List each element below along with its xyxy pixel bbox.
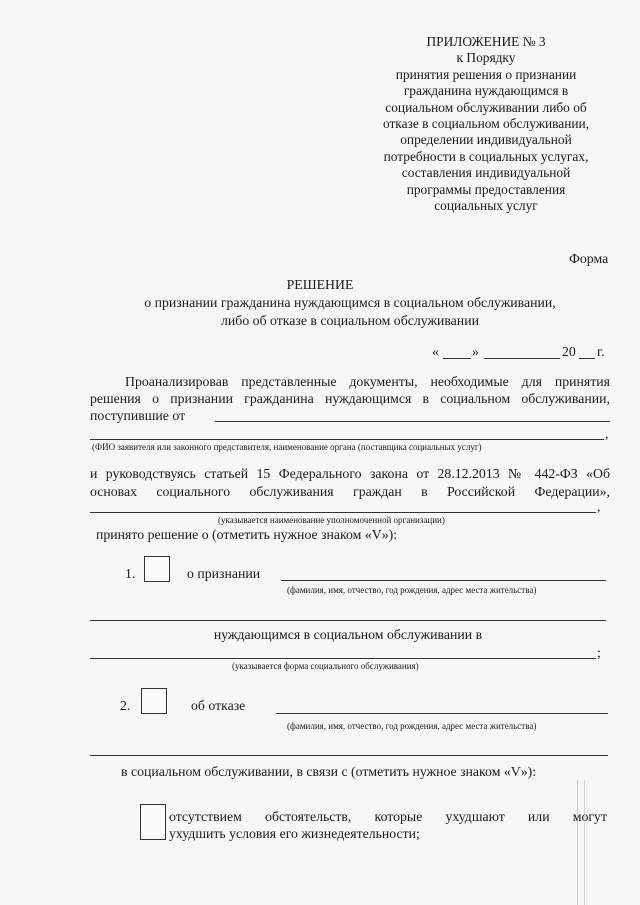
appendix-line: составления индивидуальной <box>401 165 571 181</box>
date-year-suffix: г. <box>597 344 605 359</box>
option-1-number: 1. <box>125 566 136 581</box>
appendix-line: гражданина нуждающимся в <box>403 83 569 99</box>
option-1-checkbox[interactable] <box>144 556 170 582</box>
decision-intro: принято решение о (отметить нужное знаком «V»): <box>96 527 398 542</box>
document-title: РЕШЕНИЕ <box>286 277 354 292</box>
intro-line-3: поступившие от <box>90 408 186 423</box>
intro-line-1: Проанализировав представленные документы, необходимые для принятия <box>125 374 610 389</box>
date-year-prefix: 20 <box>562 344 576 359</box>
law-comma: , <box>597 499 601 514</box>
intro-line-2: решения о признании гражданина нуждающимся в социальном обслуживании, <box>90 391 610 406</box>
reason-1-line-1: отсутствием обстоятельств, которые ухудшают или могут <box>169 809 607 824</box>
reason-1-checkbox[interactable] <box>140 804 166 840</box>
sender-field-1[interactable] <box>215 421 610 422</box>
appendix-header <box>352 34 620 214</box>
appendix-line: отказе в социальном обслуживании, <box>382 116 590 132</box>
service-form-caption: (указывается форма социального обслуживания) <box>232 661 419 671</box>
reason-1-line-2: ухудшить условия его жизнедеятельности; <box>169 826 420 841</box>
appendix-line: потребности в социальных услугах, <box>383 148 589 164</box>
title-line-2: либо об отказе в социальном обслуживании <box>221 313 479 328</box>
option-1-label: о признании <box>187 566 261 581</box>
date-close-quote: » <box>472 344 479 359</box>
option-1-caption: (фамилия, имя, отчество, год рождения, адрес места жительства) <box>287 585 537 595</box>
service-form-field[interactable] <box>90 658 596 659</box>
refusal-intro: в социальном обслуживании, в связи с (отметить нужное знаком «V»): <box>121 764 537 779</box>
sender-caption: (ФИО заявителя или законного представителя, наименование органа (поставщика социальных услуг) <box>92 442 482 452</box>
intro-comma: , <box>605 426 609 441</box>
appendix-line: социальном обслуживании либо об <box>385 99 587 115</box>
appendix-line: принятия решения о признании <box>395 66 577 82</box>
organization-field[interactable] <box>90 512 596 513</box>
appendix-line: определении индивидуальной <box>400 132 572 148</box>
law-line-2: основах социального обслуживания граждан в Российской Федерации», <box>90 484 610 499</box>
law-line-1: и руководствуясь статьей 15 Федерального закона от 28.12.2013 № 442-ФЗ «Об <box>90 466 610 481</box>
option-2-person-field[interactable] <box>276 713 608 714</box>
option-1-person-field-2[interactable] <box>90 620 606 621</box>
date-open-quote: « <box>432 344 439 359</box>
title-line-1: о признании гражданина нуждающимся в социальном обслуживании, <box>144 295 556 310</box>
date-year-field[interactable] <box>579 358 595 359</box>
date-day-field[interactable] <box>443 358 471 359</box>
organization-caption: (указывается наименование уполномоченной организации) <box>218 515 445 525</box>
option-2-checkbox[interactable] <box>141 688 167 714</box>
scan-artifact-line <box>584 780 585 905</box>
date-month-field[interactable] <box>484 358 560 359</box>
option-1-continuation: нуждающимся в социальном обслуживании в <box>213 627 483 642</box>
appendix-line: к Порядку <box>456 50 516 66</box>
option-1-person-field[interactable] <box>281 580 606 581</box>
option-2-person-field-2[interactable] <box>90 755 608 756</box>
appendix-line: социальных услуг <box>434 198 538 214</box>
option-2-label: об отказе <box>191 698 246 713</box>
option-2-number: 2. <box>120 698 131 713</box>
scan-artifact-line <box>577 780 578 905</box>
appendix-line: ПРИЛОЖЕНИЕ № 3 <box>426 34 546 49</box>
option-1-semicolon: ; <box>597 645 601 660</box>
option-2-caption: (фамилия, имя, отчество, год рождения, адрес места жительства) <box>287 721 537 731</box>
appendix-line: программы предоставления <box>406 181 566 197</box>
sender-field-2[interactable] <box>90 439 604 440</box>
form-label: Форма <box>569 251 609 266</box>
